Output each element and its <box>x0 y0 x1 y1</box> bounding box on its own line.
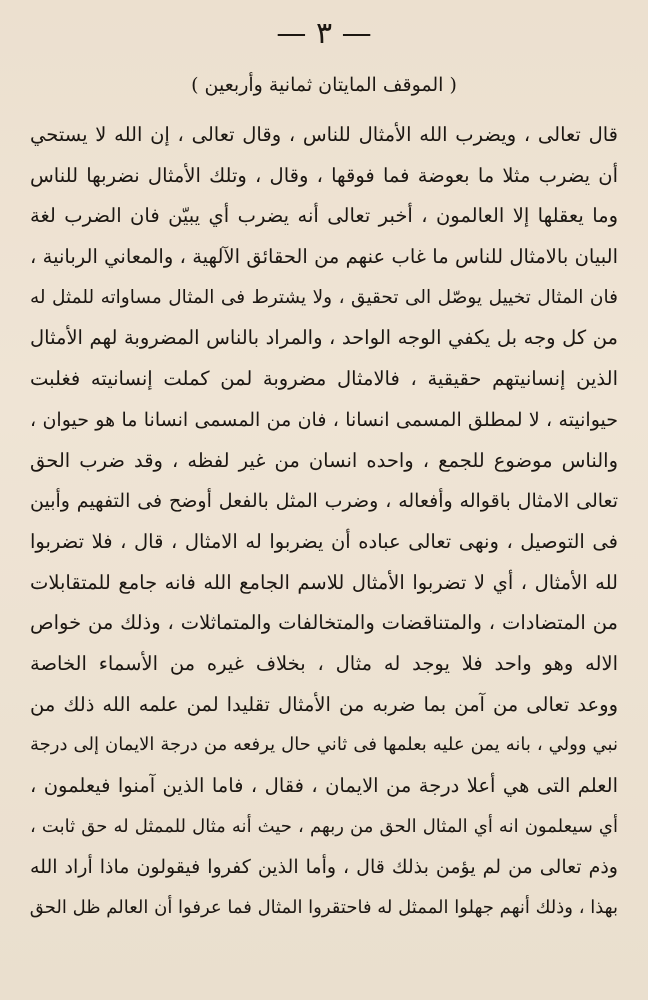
text-line: لله الأمثال ، أي لا تضربوا الأمثال للاسم الجامع الله فانه جامع للمتقابلات <box>30 570 618 594</box>
text-line: من كل وجه بل يكفي الوجه الواحد ، والمراد بالناس المضروبة لهم الأمثال <box>30 326 618 350</box>
section-heading: ( الموقف المايتان ثمانية وأربعين ) <box>191 74 457 96</box>
text-line: أي سيعلمون انه أي المثال الحق من ربهم ، حيث أنه مثال للممثل له حق ثابت ، <box>30 815 618 837</box>
body-text <box>30 115 618 929</box>
text-line: بهذا ، وذلك أنهم جهلوا الممثل له فاحتقروا المثال فما عرفوا أن العالم ظل الحق <box>30 897 618 919</box>
text-line: فان المثال تخييل يوصّل الى تحقيق ، ولا يشترط فى المثال مساواته للمثل له <box>30 286 618 308</box>
text-line: والناس موضوع للجمع ، واحده انسان من غير لفظه ، وقد ضرب الحق <box>30 448 618 472</box>
text-line: الذين إنسانيتهم حقيقية ، فالامثال مضروبة لمن كملت إنسانيته فغلبت <box>30 367 618 391</box>
text-line: فى التوصيل ، ونهى تعالى عباده أن يضربوا له الامثال ، قال ، فلا تضربوا <box>30 529 618 553</box>
text-line: قال تعالى ، ويضرب الله الأمثال للناس ، وقال تعالى ، إن الله لا يستحي <box>30 123 618 146</box>
text-line: تعالى الامثال باقواله وأفعاله ، وضرب المثل بالفعل أوضح فى التفهيم وأبين <box>30 490 618 513</box>
text-line: من المتضادات ، والمتناقضات والمتخالفات والمتماثلات ، وذلك من خواص <box>30 611 618 635</box>
text-line: حيوانيته ، لا لمطلق المسمى انسانا ، فان من المسمى انسانا ما هو حيوان ، <box>30 408 618 431</box>
text-line: البيان بالامثال للناس ما غاب عنهم من الحقائق الآلهية ، والمعاني الربانية ، <box>30 245 618 269</box>
text-line: أن يضرب مثلا ما بعوضة فما فوقها ، وقال ، وتلك الأمثال نضربها للناس <box>30 163 618 187</box>
text-line: العلم التى هي أعلا درجة من الايمان ، فقال ، فاما الذين آمنوا فيعلمون ، <box>30 774 618 797</box>
text-line: ووعد تعالى من آمن بما ضربه من الأمثال تقليدا لمن علمه الله ذلك من <box>30 692 618 716</box>
text-line: وما يعقلها إلا العالمون ، أخبر تعالى أنه يضرب أي يبيّن فان الضرب لغة <box>30 204 618 228</box>
text-line: نبي وولي ، بانه يمن عليه بعلمها فى ثاني حال يرفعه من درجة الايمان إلى درجة <box>30 734 618 756</box>
page-number: — ٣ — <box>276 16 372 51</box>
text-line: وذم تعالى من لم يؤمن بذلك قال ، وأما الذين كفروا فيقولون ماذا أراد الله <box>30 856 618 879</box>
text-line: الاله وهو واحد فلا يوجد له مثال ، بخلاف غيره من الأسماء الخاصة <box>30 651 618 675</box>
